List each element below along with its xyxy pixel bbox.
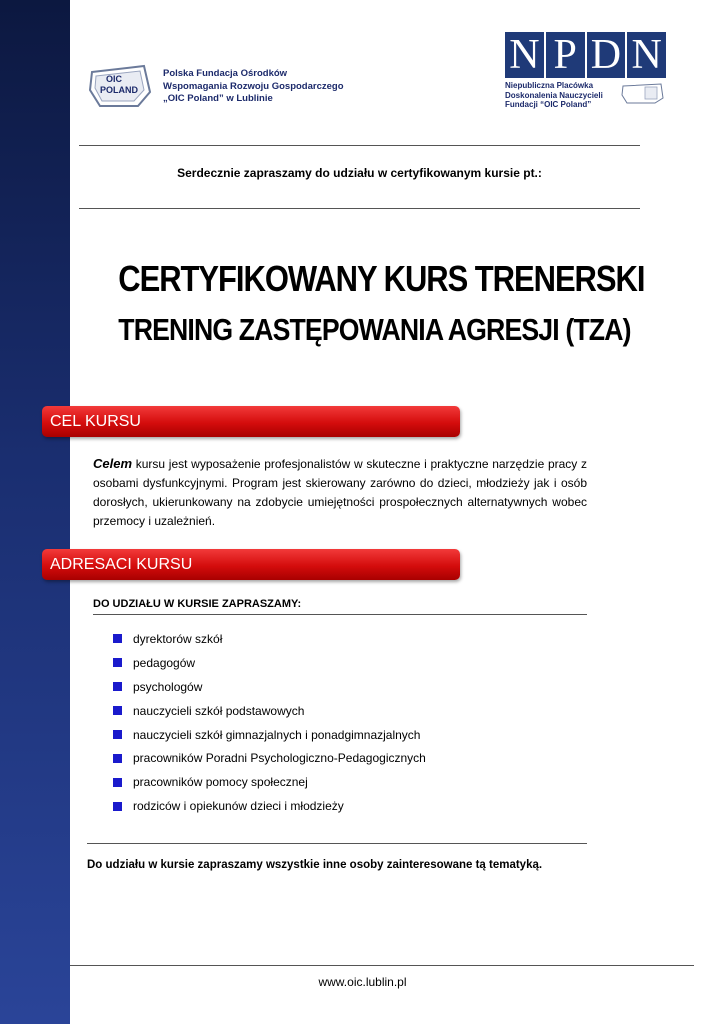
bullet-square-icon xyxy=(113,778,122,787)
bullet-square-icon xyxy=(113,802,122,811)
org-name xyxy=(163,68,344,106)
course-subtitle: TRENING ZASTĘPOWANIA AGRESJI (TZA) xyxy=(118,312,631,347)
section-heading-goal: CEL KURSU xyxy=(42,406,460,437)
list-item-label: nauczycieli szkół gimnazjalnych i ponadgimnazjalnych xyxy=(133,727,421,742)
npdn-line: Fundacji “OIC Poland” xyxy=(505,100,592,109)
list-item xyxy=(113,627,426,651)
footer-divider xyxy=(70,965,694,966)
audience-subheading: DO UDZIAŁU W KURSIE ZAPRASZAMY: xyxy=(93,598,302,610)
sidebar-stripe xyxy=(0,0,70,1024)
list-item-label: pracowników pomocy społecznej xyxy=(133,775,308,790)
bullet-square-icon xyxy=(113,658,122,667)
npdn-line: Doskonalenia Nauczycieli xyxy=(505,90,603,100)
npdn-letter: P xyxy=(546,32,585,78)
closing-note: Do udziału w kursie zapraszamy wszystkie inne osoby zainteresowane tą tematyką. xyxy=(87,859,543,871)
bullet-square-icon xyxy=(113,682,122,691)
divider xyxy=(87,843,587,844)
goal-paragraph xyxy=(93,454,587,531)
list-item xyxy=(113,746,426,770)
bullet-square-icon xyxy=(113,730,122,739)
footer-url[interactable]: www.oic.lublin.pl xyxy=(318,975,407,989)
course-title: CERTYFIKOWANY KURS TRENERSKI xyxy=(118,258,645,299)
npdn-line: Niepubliczna Placówka xyxy=(505,81,594,90)
npdn-letter: N xyxy=(627,32,666,78)
list-item-label: nauczycieli szkół podstawowych xyxy=(133,703,305,718)
npdn-letter: N xyxy=(505,32,544,78)
goal-text: kursu jest wyposażenie profesjonalistów w skuteczne i praktyczne narzędzie pracy z osobami dysfunkcyjnymi. Program jest skierowany zarówno do dzieci, młodzieży jak i osób dorosłych, ukierunkowany na zdobycie umiejętności prospołecznych alternatywnych wobec przemocy i uzależnień. xyxy=(93,457,587,528)
list-item-label: pracowników Poradni Psychologiczno-Pedagogicznych xyxy=(133,751,426,766)
section-heading-audience: ADRESACI KURSU xyxy=(42,549,460,580)
npdn-letter: D xyxy=(587,32,626,78)
org-line: „OIC Poland” w Lublinie xyxy=(163,93,273,104)
list-item-label: pedagogów xyxy=(133,655,196,670)
divider xyxy=(79,208,640,209)
list-item-label: dyrektorów szkół xyxy=(133,631,223,646)
list-item xyxy=(113,794,426,818)
divider xyxy=(93,614,587,615)
list-item xyxy=(113,699,426,723)
npdn-caption xyxy=(505,81,619,110)
invitation-text: Serdecznie zapraszamy do udziału w certyfikowanym kursie pt.: xyxy=(177,166,542,180)
npdn-logo xyxy=(505,32,666,78)
org-line: Wspomagania Rozwoju Gospodarczego xyxy=(163,80,344,92)
list-item-label: rodziców i opiekunów dzieci i młodzieży xyxy=(133,799,344,814)
list-item xyxy=(113,723,426,747)
audience-list xyxy=(113,627,426,818)
svg-text:POLAND: POLAND xyxy=(100,85,138,95)
org-line: Polska Fundacja Ośrodków xyxy=(163,68,288,79)
list-item xyxy=(113,770,426,794)
list-item-label: psychologów xyxy=(133,679,203,694)
svg-text:OIC: OIC xyxy=(106,74,123,84)
bullet-square-icon xyxy=(113,706,122,715)
list-item xyxy=(113,651,426,675)
list-item xyxy=(113,675,426,699)
oic-poland-logo xyxy=(86,62,156,110)
goal-lead-word: Celem xyxy=(93,456,133,471)
bullet-square-icon xyxy=(113,634,122,643)
bullet-square-icon xyxy=(113,754,122,763)
divider xyxy=(79,145,640,146)
oic-mini-logo xyxy=(621,82,665,104)
